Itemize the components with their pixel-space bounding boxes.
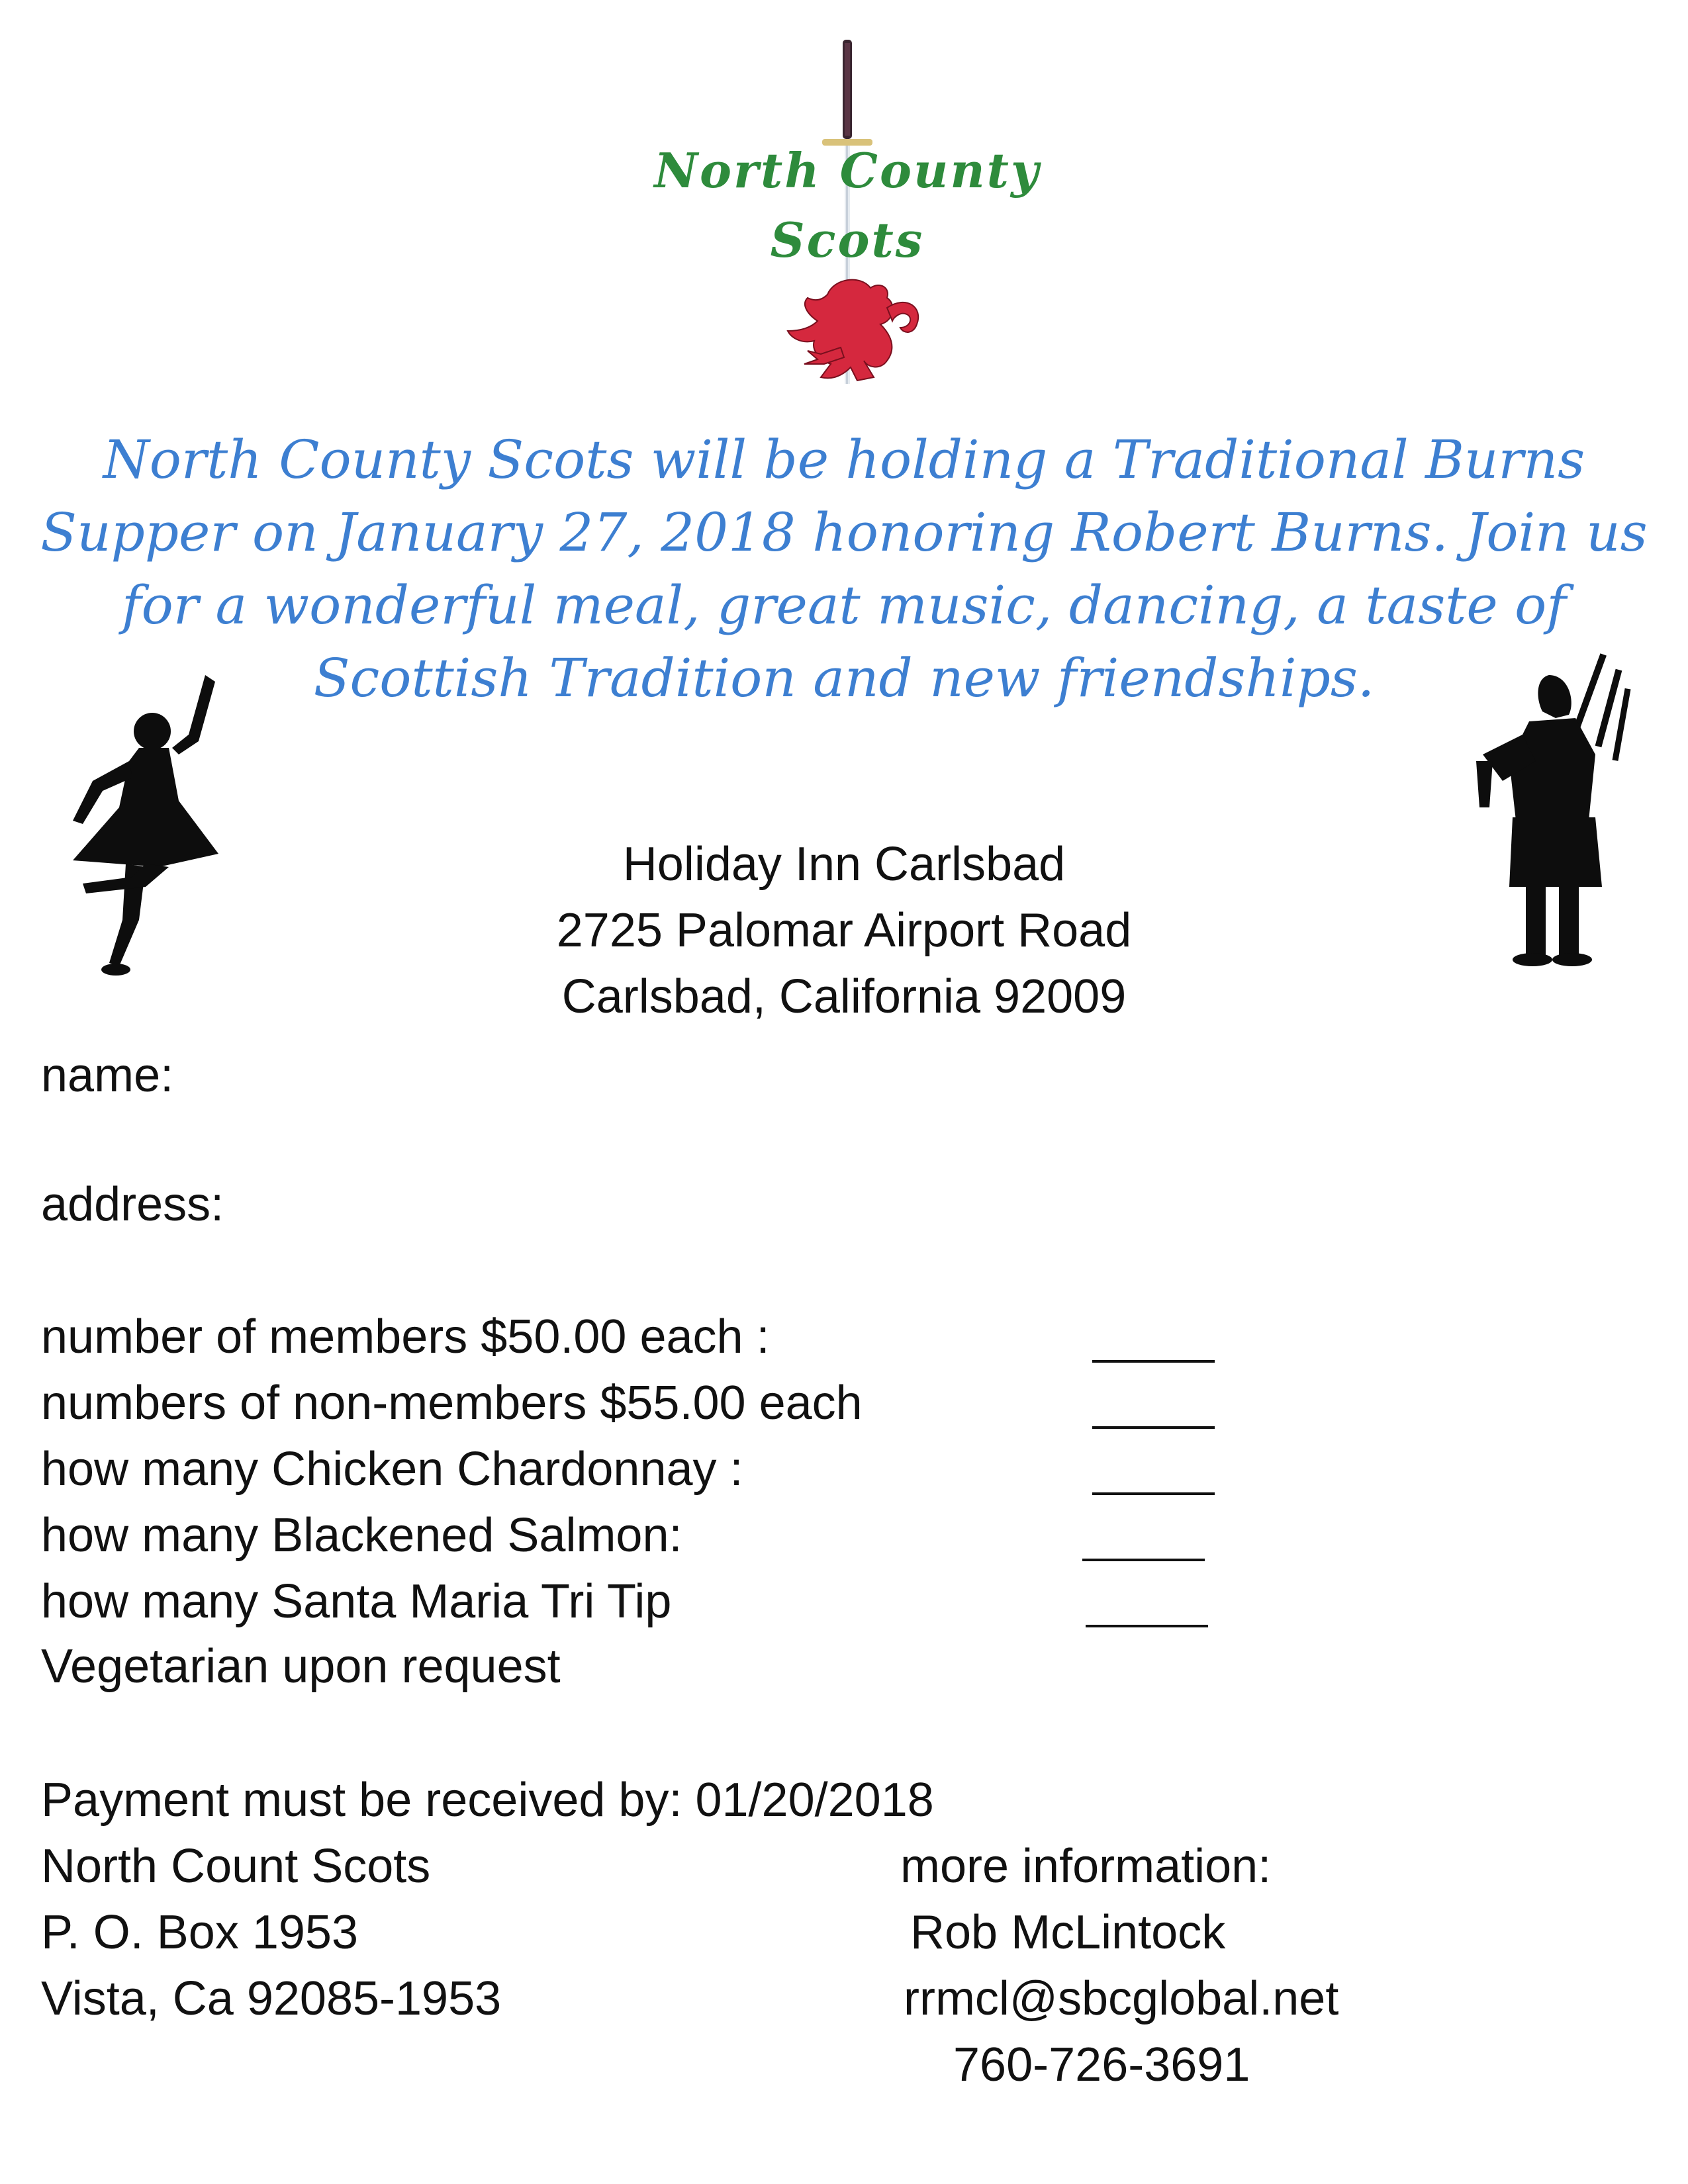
- payment-deadline: Payment must be received by: 01/20/2018: [41, 1774, 934, 1827]
- chicken-count-label: how many Chicken Chardonnay :: [41, 1443, 743, 1496]
- payment-org-name: North Count Scots: [41, 1840, 431, 1893]
- event-description: North County Scots will be holding a Traditional Burns Supper on January 27, 2018 honoring Robert Burns. Join us for a wonderful meal, great music, dancing, a taste of Scottish Tradition and new friendships.: [40, 429, 1648, 709]
- chicken-count-blank[interactable]: [1092, 1492, 1215, 1495]
- members-count-blank[interactable]: [1092, 1360, 1215, 1363]
- contact-heading: more information:: [900, 1840, 1272, 1893]
- members-count-label: number of members $50.00 each :: [41, 1310, 770, 1363]
- logo-title-line2: Scots: [770, 212, 925, 268]
- name-field-label: name:: [41, 1049, 174, 1102]
- tri-tip-count-label: how many Santa Maria Tri Tip: [41, 1575, 672, 1628]
- non-members-count-label: numbers of non-members $55.00 each: [41, 1377, 863, 1430]
- non-members-count-blank[interactable]: [1092, 1426, 1215, 1429]
- payment-city: Vista, Ca 92085-1953: [41, 1972, 502, 2025]
- contact-email[interactable]: rrmcl@sbcglobal.net: [904, 1972, 1339, 2025]
- address-field-label: address:: [41, 1178, 224, 1231]
- salmon-count-blank[interactable]: [1082, 1559, 1205, 1561]
- venue-street: 2725 Palomar Airport Road: [556, 904, 1132, 957]
- salmon-count-label: how many Blackened Salmon:: [41, 1509, 682, 1562]
- vegetarian-note: Vegetarian upon request: [41, 1640, 561, 1693]
- contact-name: Rob McLintock: [910, 1906, 1226, 1959]
- payment-po-box: P. O. Box 1953: [41, 1906, 359, 1959]
- tri-tip-count-blank[interactable]: [1086, 1625, 1208, 1627]
- logo-title-line1: North County: [654, 142, 1041, 199]
- venue-city: Carlsbad, California 92009: [561, 970, 1127, 1023]
- venue-name: Holiday Inn Carlsbad: [622, 838, 1066, 891]
- lion-rampant-icon: [781, 268, 933, 387]
- contact-phone: 760-726-3691: [953, 2038, 1250, 2091]
